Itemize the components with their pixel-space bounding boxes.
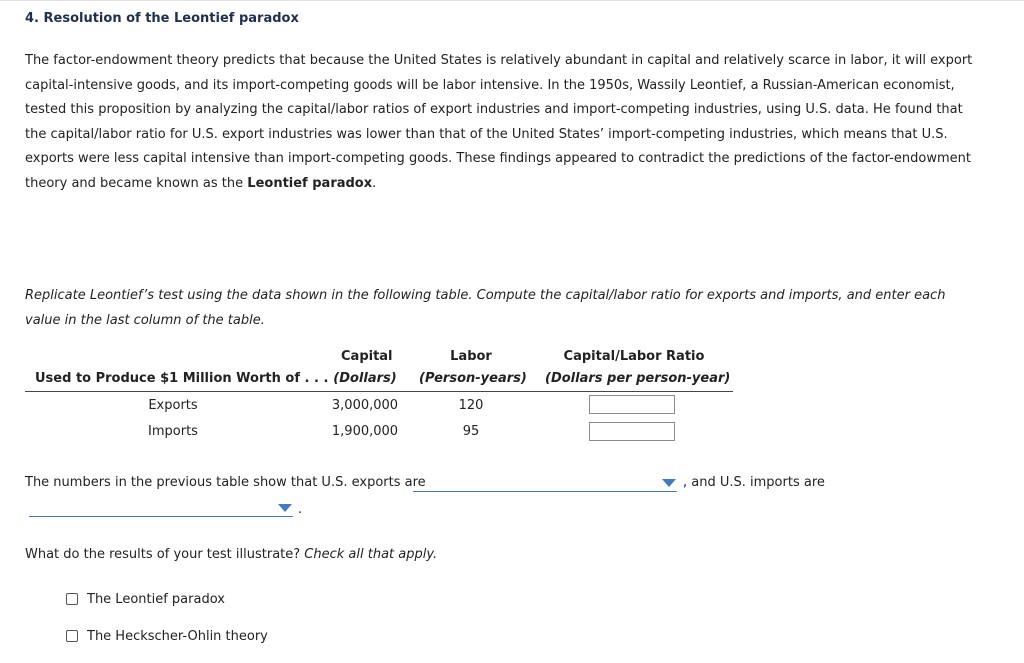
sentence-part1: The numbers in the previous table show that U.S. exports are	[25, 475, 426, 490]
intro-bold-term: Leontief paradox	[247, 175, 373, 191]
row-imports-labor: 95	[462, 424, 480, 439]
checkbox-leontief-paradox[interactable]	[66, 593, 78, 605]
sentence-part2: , and U.S. imports are	[683, 475, 825, 490]
option-leontief-paradox-label: The Leontief paradox	[87, 592, 225, 607]
imports-ratio-input[interactable]	[589, 422, 675, 441]
chevron-down-icon	[278, 504, 292, 512]
chevron-down-icon	[662, 479, 676, 487]
option-heckscher-ohlin-label: The Heckscher-Ohlin theory	[87, 629, 268, 644]
question-main: What do the results of your test illustrate?	[25, 547, 301, 562]
header-labor-title: Labor	[450, 349, 492, 364]
intro-period: .	[372, 175, 377, 191]
header-capital-title: Capital	[341, 349, 393, 364]
header-ratio-unit: (Dollars per person-year)	[545, 371, 731, 386]
instruction-text: Replicate Leontief’s test using the data shown in the following table. Compute the capital/labor ratio for exports and imports, and enter each value in the last column of the table.	[25, 288, 946, 328]
header-ratio-title: Capital/Labor Ratio	[563, 349, 705, 364]
intro-paragraph	[25, 49, 980, 197]
imports-dropdown[interactable]	[29, 498, 293, 517]
table-header-rule	[25, 391, 733, 392]
row-exports-labor: 120	[458, 398, 484, 413]
exports-dropdown[interactable]	[413, 473, 677, 492]
row-imports-capital: 1,900,000	[331, 424, 399, 439]
header-row-label: Used to Produce $1 Million Worth of . . .	[35, 371, 329, 386]
intro-text: The factor-endowment theory predicts that because the United States is relatively abundant in capital and relatively scarce in labor, it will export capital-intensive goods, and its import-competing goods will be labor intensive. In the 1950s, Wassily Leontief, a Russian-American economist, tested this proposition by analyzing the capital/labor ratios of export industries and import-competing industries, using U.S. data. He found that the capital/labor ratio for U.S. export industries was lower than that of the United States’ import-competing industries, which means that U.S. exports were less capital intensive than import-competing goods. These findings appeared to contradict the predictions of the factor-endowment theory and became known as the	[25, 53, 973, 191]
question-hint: Check all that apply.	[304, 547, 438, 562]
checkbox-heckscher-ohlin[interactable]	[66, 630, 78, 642]
section-heading: 4. Resolution of the Leontief paradox	[25, 11, 299, 26]
sentence-part3: .	[298, 502, 303, 517]
row-exports-capital: 3,000,000	[331, 398, 399, 413]
row-imports-label: Imports	[148, 424, 198, 439]
row-exports-label: Exports	[148, 398, 198, 413]
data-table	[25, 344, 735, 454]
question-text	[25, 547, 437, 562]
exports-ratio-input[interactable]	[589, 395, 675, 414]
header-capital-unit: (Dollars)	[333, 371, 397, 386]
top-divider	[0, 0, 1024, 1]
header-labor-unit: (Person-years)	[419, 371, 527, 386]
